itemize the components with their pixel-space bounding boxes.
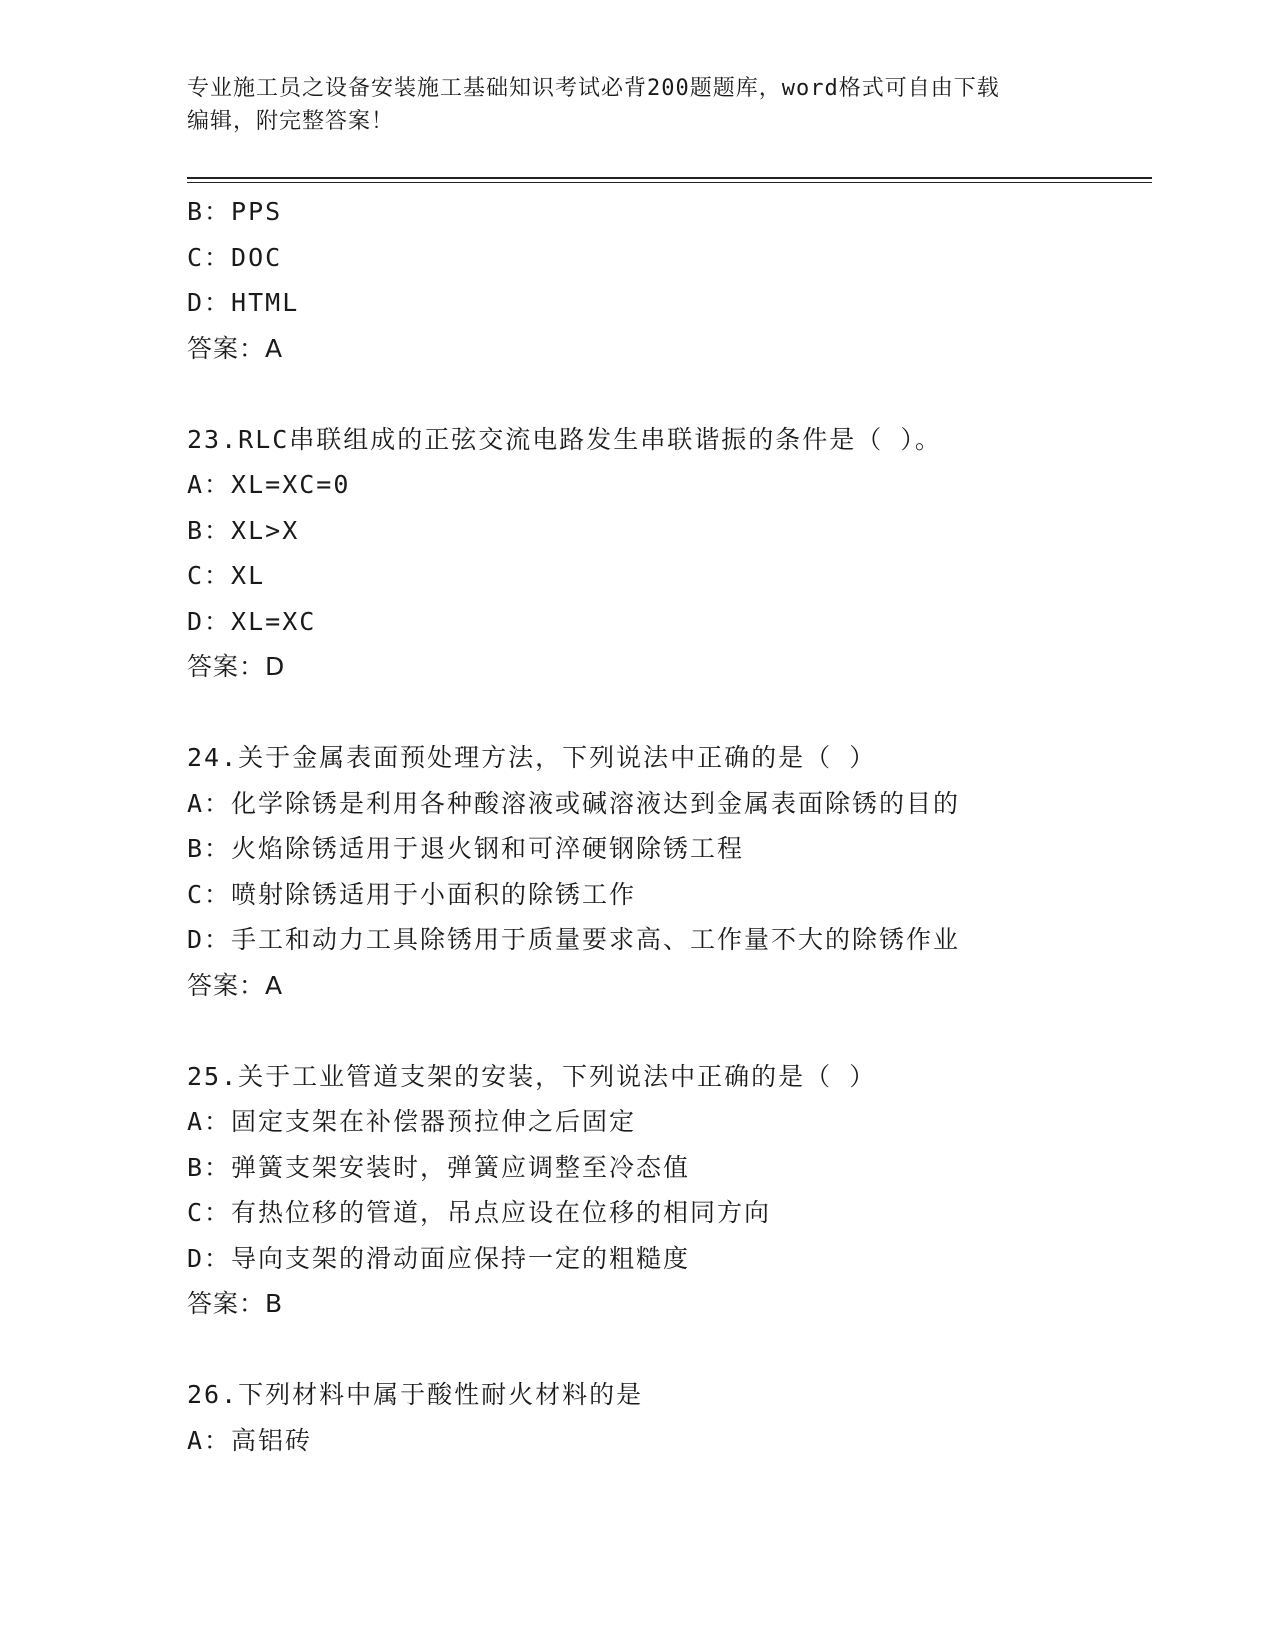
header-title-line2: 编辑，附完整答案！: [187, 109, 395, 134]
option-a: A：固定支架在补偿器预拉伸之后固定: [187, 1107, 637, 1136]
spacer: [187, 1327, 1147, 1373]
header-title-line1: 专业施工员之设备安装施工基础知识考试必背200题题库，word格式可自由下载: [187, 76, 1000, 101]
option-b: B：PPS: [187, 197, 283, 226]
question-25: [187, 1054, 1147, 1327]
spacer: [187, 371, 1147, 417]
question-text: 26.下列材料中属于酸性耐火材料的是: [187, 1380, 644, 1409]
option-a: A：XL=XC=0: [187, 470, 351, 499]
spacer: [187, 690, 1147, 736]
option-b: B：XL>X: [187, 515, 300, 545]
option-c: C：XL: [187, 561, 266, 590]
question-text: 25.关于工业管道支架的安装，下列说法中正确的是（ ）: [187, 1061, 877, 1091]
question-24: [187, 735, 1147, 1008]
answer-line: 答案：D: [187, 652, 286, 681]
option-d: D：导向支架的滑动面应保持一定的粗糙度: [187, 1243, 691, 1273]
prev-question-tail: [187, 189, 1147, 371]
option-a: A：化学除锈是利用各种酸溶液或碱溶液达到金属表面除锈的目的: [187, 788, 961, 818]
option-a: A：高铝砖: [187, 1425, 313, 1455]
option-b: B：火焰除锈适用于退火钢和可淬硬钢除锈工程: [187, 834, 745, 863]
answer-line: 答案：A: [187, 970, 284, 1000]
document-header: [187, 72, 1087, 138]
question-text: 23.RLC串联组成的正弦交流电路发生串联谐振的条件是（ ）。: [187, 424, 942, 454]
option-c: C：DOC: [187, 242, 283, 272]
option-c: C：喷射除锈适用于小面积的除锈工作: [187, 879, 637, 909]
question-23: [187, 417, 1147, 690]
answer-line: 答案：A: [187, 333, 284, 363]
document-body: [187, 189, 1147, 1463]
option-c: C：有热位移的管道，吊点应设在位移的相同方向: [187, 1198, 772, 1227]
option-d: D：XL=XC: [187, 606, 317, 636]
option-d: D：手工和动力工具除锈用于质量要求高、工作量不大的除锈作业: [187, 925, 961, 954]
question-26: [187, 1372, 1147, 1463]
question-text: 24.关于金属表面预处理方法，下列说法中正确的是（ ）: [187, 743, 877, 772]
header-divider: [187, 177, 1152, 183]
option-b: B：弹簧支架安装时，弹簧应调整至冷态值: [187, 1152, 691, 1182]
spacer: [187, 1008, 1147, 1054]
answer-line: 答案：B: [187, 1289, 284, 1318]
option-d: D：HTML: [187, 288, 300, 317]
